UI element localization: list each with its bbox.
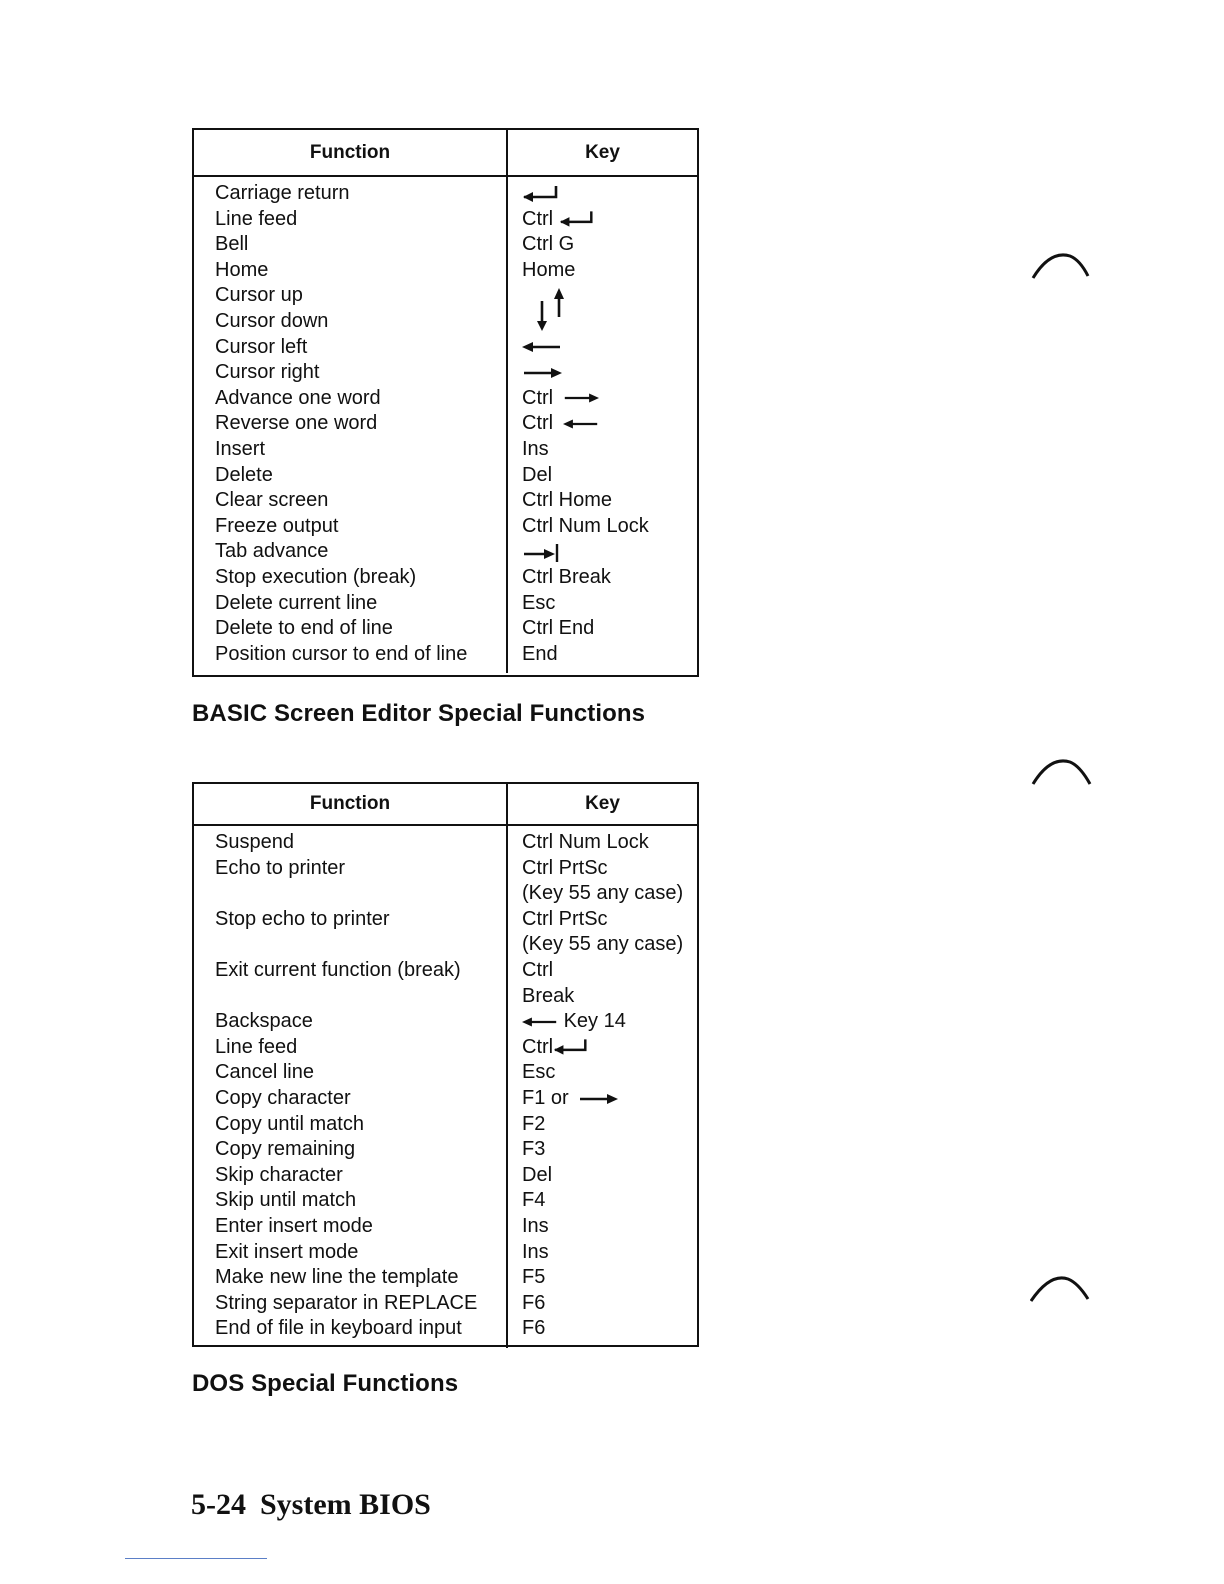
table-row: Position cursor to end of line <box>215 642 468 665</box>
table-row: Cursor down <box>215 309 329 332</box>
key-cell <box>522 207 697 233</box>
table-row: Skip character <box>215 1163 343 1186</box>
table-row: Exit current function (break) <box>215 958 461 981</box>
table-row: Copy character <box>215 1086 351 1109</box>
key-cell: Ctrl Num Lock <box>522 514 649 537</box>
key-cell: F6 <box>522 1291 546 1314</box>
key-cell: Esc <box>522 1061 556 1084</box>
key-cell: F6 <box>522 1317 546 1340</box>
bottom-rule <box>125 1558 267 1559</box>
key-cell: Break <box>522 984 575 1007</box>
table-header <box>194 130 697 177</box>
key-cell <box>522 539 697 565</box>
right-arrow-icon <box>522 366 562 380</box>
table-row: String separator in REPLACE <box>215 1291 478 1314</box>
dos-functions-table <box>192 782 699 1347</box>
key-cell: F3 <box>522 1138 546 1161</box>
key-cell: Esc <box>522 591 556 614</box>
table-row: Insert <box>215 437 266 460</box>
key-cell: Del <box>522 1163 553 1186</box>
enter-key-icon <box>553 1037 591 1057</box>
left-arrow-icon <box>522 340 562 354</box>
key-cell <box>522 360 697 386</box>
table-row: Reverse one word <box>215 412 378 435</box>
table-row: Copy remaining <box>215 1138 356 1161</box>
table-row: Make new line the template <box>215 1266 459 1289</box>
key-cell <box>522 411 697 437</box>
function-column-header: Function <box>194 784 508 824</box>
enter-key-icon <box>522 184 562 204</box>
table-row: Skip until match <box>215 1189 357 1212</box>
table-row: Cursor left <box>215 335 308 358</box>
table-row: Carriage return <box>215 182 350 204</box>
table-header <box>194 784 697 826</box>
key-cell <box>522 335 697 361</box>
f1-or-label: F1 or <box>522 1086 569 1109</box>
table-row: Freeze output <box>215 514 339 537</box>
table-row: Echo to printer <box>215 856 346 879</box>
table-row: Clear screen <box>215 489 329 512</box>
table-row: Delete <box>215 463 273 486</box>
binder-hole-arc <box>1030 1273 1092 1303</box>
function-column-header: Function <box>194 130 508 175</box>
table-row: Line feed <box>215 1035 298 1058</box>
key-cell <box>522 1009 697 1035</box>
binder-hole-arc <box>1030 250 1092 280</box>
enter-key-icon <box>559 209 597 229</box>
table-row <box>215 881 506 907</box>
table-row: Exit insert mode <box>215 1240 359 1263</box>
page-footer <box>191 1488 431 1522</box>
table-row: Tab advance <box>215 540 329 563</box>
table-row: Backspace <box>215 1010 313 1033</box>
key-cell: Ctrl G <box>522 233 575 256</box>
key-column-header: Key <box>585 141 620 163</box>
right-arrow-icon <box>578 1092 618 1106</box>
table-row: Line feed <box>215 207 298 230</box>
up-down-arrows-icon <box>532 287 582 337</box>
dos-table-caption: DOS Special Functions <box>192 1370 459 1397</box>
table-row: Copy until match <box>215 1112 364 1135</box>
key-cell: Ctrl Num Lock <box>522 831 649 853</box>
table-row: Cursor right <box>215 361 320 384</box>
key-cell: Ins <box>522 1240 549 1263</box>
ctrl-label: Ctrl <box>522 386 554 409</box>
key-cell: Home <box>522 258 576 281</box>
section-title: System BIOS <box>260 1488 431 1521</box>
key-cell: Ins <box>522 437 549 460</box>
key-cell: F4 <box>522 1189 546 1212</box>
key-column <box>508 177 697 673</box>
binder-hole-arc <box>1030 756 1092 786</box>
table-row: Delete current line <box>215 591 378 614</box>
basic-functions-table <box>192 128 699 677</box>
key-cell: End <box>522 642 558 665</box>
function-column <box>194 826 508 1348</box>
key-column <box>508 826 697 1348</box>
table-row: Stop execution (break) <box>215 565 417 588</box>
key-cell: Ctrl <box>522 958 554 981</box>
key-cell <box>522 386 697 412</box>
key-cell: F2 <box>522 1112 546 1135</box>
key-cell: (Key 55 any case) <box>522 882 684 905</box>
key-cell <box>522 283 697 309</box>
left-arrow-icon <box>563 417 599 431</box>
ctrl-label: Ctrl <box>522 207 554 230</box>
table-row: End of file in keyboard input <box>215 1317 462 1340</box>
table-row: Cancel line <box>215 1061 314 1084</box>
table-row: Advance one word <box>215 386 381 409</box>
key-cell: F5 <box>522 1266 546 1289</box>
table-row: Enter insert mode <box>215 1214 373 1237</box>
key-cell: Del <box>522 463 553 486</box>
table-row: Home <box>215 258 269 281</box>
table-row <box>215 932 506 958</box>
key-cell: Ctrl Home <box>522 489 613 512</box>
table-row: Suspend <box>215 831 294 853</box>
page-number: 5-24 <box>191 1488 246 1521</box>
table-row: Bell <box>215 233 249 256</box>
table-row: Delete to end of line <box>215 617 393 640</box>
key-column-header: Key <box>585 793 620 814</box>
basic-table-caption: BASIC Screen Editor Special Functions <box>192 700 646 727</box>
key-cell <box>522 1086 697 1112</box>
right-arrow-icon <box>563 391 599 405</box>
key-cell: (Key 55 any case) <box>522 933 684 956</box>
left-arrow-icon <box>522 1015 558 1029</box>
key-cell: Ins <box>522 1214 549 1237</box>
key-cell: Ctrl PrtSc <box>522 907 608 930</box>
table-row: Stop echo to printer <box>215 907 390 930</box>
key-cell: Ctrl Break <box>522 565 611 588</box>
ctrl-label: Ctrl <box>522 1035 554 1058</box>
key-cell <box>522 1035 697 1061</box>
function-column <box>194 177 508 673</box>
key-14-label: Key 14 <box>563 1010 626 1033</box>
table-row: Cursor up <box>215 284 303 307</box>
key-cell: Ctrl End <box>522 617 595 640</box>
key-cell: Ctrl PrtSc <box>522 856 608 879</box>
table-row <box>215 984 506 1010</box>
key-cell <box>522 181 697 207</box>
tab-key-icon <box>522 542 560 562</box>
ctrl-label: Ctrl <box>522 412 554 435</box>
